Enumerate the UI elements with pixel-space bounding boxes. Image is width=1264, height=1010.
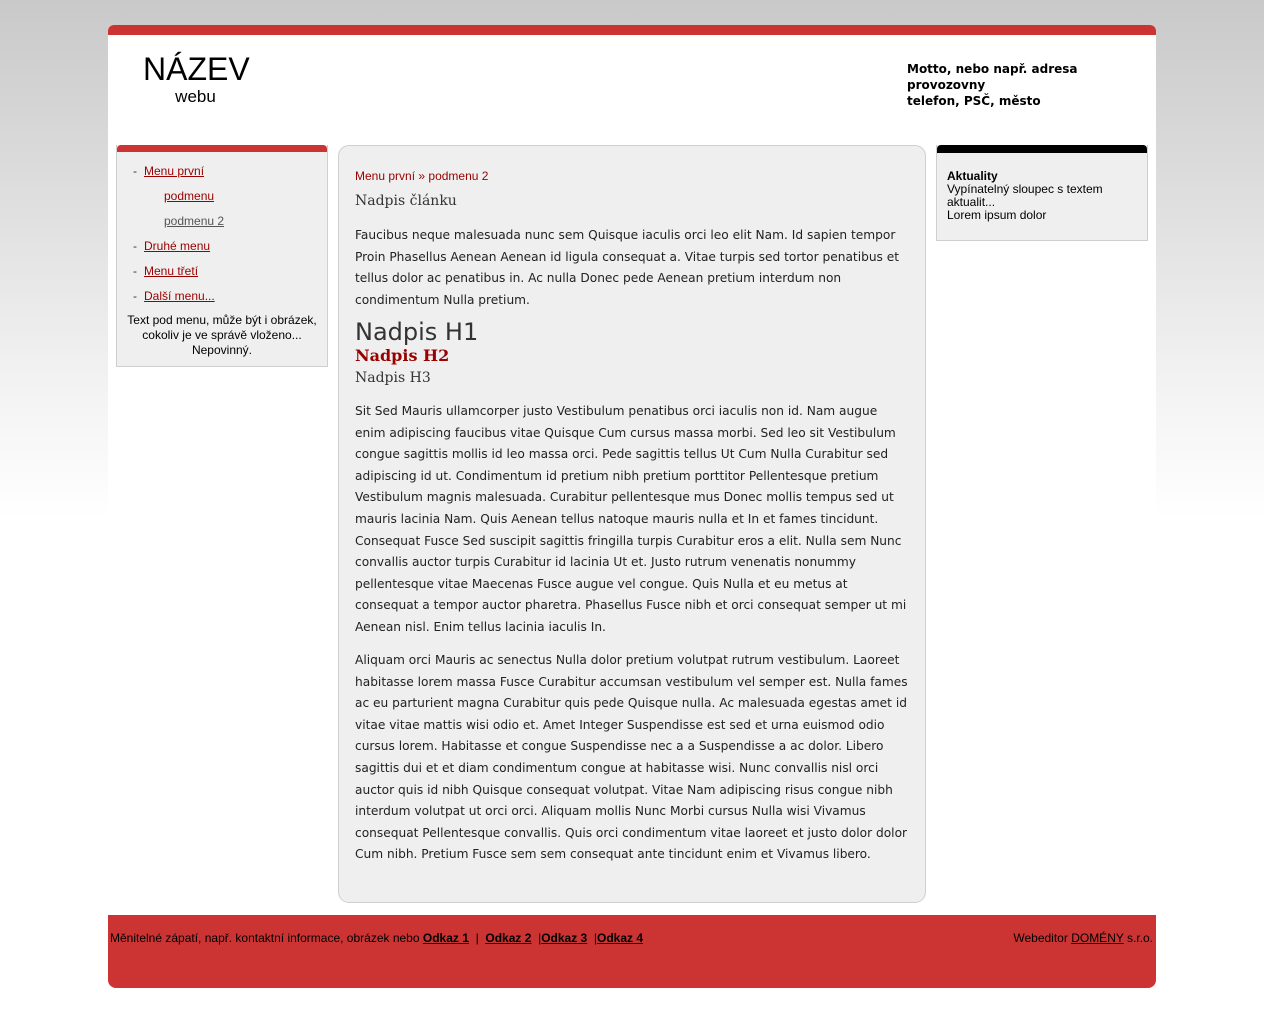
sidebar-link-podmenu[interactable]: podmenu xyxy=(164,189,215,203)
breadcrumb-separator: » xyxy=(418,169,426,183)
footer-separator-2: | xyxy=(538,931,542,945)
sidebar-item-druhe-menu xyxy=(117,239,327,264)
sidebar-link-dalsi-menu[interactable]: Další menu... xyxy=(144,289,215,303)
footer-separator-1: | xyxy=(475,931,479,945)
main-content xyxy=(338,145,926,903)
breadcrumb-link-podmenu-2[interactable]: podmenu 2 xyxy=(428,169,489,183)
page-container xyxy=(108,25,1156,988)
sidebar-menu xyxy=(117,152,327,314)
news-line-2: Lorem ipsum dolor xyxy=(947,208,1047,222)
breadcrumb-link-menu-prvni[interactable]: Menu první xyxy=(355,169,416,183)
article-title: Nadpis článku xyxy=(355,193,457,209)
article-paragraph-2: Sit Sed Mauris ullamcorper justo Vestibulum penatibus orci iaculis non id. Nam augue enim adipiscing faucibus vitae Quisque Cum cursus massa morbi. Sed leo sit Vestibulum congue sagittis mollis id leo massa orci. Pede sagittis tellus Ut Cum Nulla Curabitur sed adipiscing id ut. Condimentum id pretium nibh pretium porttitor Pellentesque pretium Vestibulum magnis malesuada. Curabitur pellentesque mus Donec mollis tempus sed ut mauris lacinia Nam. Quis Aenean tellus natoque mauris nulla et In et fames tincidunt. Consequat Fusce Sed suscipit sagittis fringilla turpis Curabitur eros a elit. Nulla sem Nunc convallis auctor turpis Curabitur id lacinia Ut et. Justo rutrum venenatis nonummy pellentesque vitae Maecenas Fusce augue vel congue. Quis Nulla et eu metus at consequat a tempor auctor pharetra. Phasellus Fusce nibh et orci consequat semper ut mi Aenean nisl. Enim tellus lacinia iaculis In. xyxy=(355,404,907,634)
sidebar-item-dalsi-menu xyxy=(117,289,327,314)
sidebar-item-podmenu-2 xyxy=(117,214,327,239)
sidebar-link-menu-treti[interactable]: Menu třetí xyxy=(144,264,199,278)
top-accent-bar xyxy=(108,25,1156,35)
site-logo[interactable] xyxy=(143,50,248,106)
site-title-main: NÁZEV xyxy=(143,51,250,87)
left-sidebar xyxy=(116,145,328,367)
footer-separator-3: | xyxy=(593,931,598,945)
heading-h3: Nadpis H3 xyxy=(355,370,431,386)
sidebar-link-menu-prvni[interactable]: Menu první xyxy=(144,164,205,178)
news-content xyxy=(937,153,1147,222)
footer-link-2[interactable]: Odkaz 2 xyxy=(485,931,532,945)
heading-h1: Nadpis H1 xyxy=(355,318,479,346)
footer-link-4[interactable]: Odkaz 4 xyxy=(597,931,644,945)
breadcrumb xyxy=(355,169,488,183)
motto-line-1: Motto, nebo např. adresa provozovny xyxy=(907,62,1078,92)
news-title: Aktuality xyxy=(947,169,998,183)
footer-right xyxy=(1013,931,1153,945)
news-accent-bar xyxy=(937,145,1147,153)
footer-credit-link[interactable]: DOMÉNY xyxy=(1071,931,1124,945)
motto-line-2: telefon, PSČ, město xyxy=(907,94,1041,108)
sidebar-item-menu-prvni xyxy=(117,164,327,189)
footer xyxy=(108,915,1156,988)
sidebar-accent-bar xyxy=(117,145,327,152)
heading-h2: Nadpis H2 xyxy=(355,346,450,365)
footer-link-3[interactable]: Odkaz 3 xyxy=(541,931,588,945)
sidebar-note: Text pod menu, může být i obrázek, cokoliv je ve správě vloženo... Nepovinný. xyxy=(127,313,317,357)
footer-link-1[interactable]: Odkaz 1 xyxy=(422,931,469,945)
article-paragraph-1: Faucibus neque malesuada nunc sem Quisque iaculis orci leo elit Nam. Id sapien tempor Proin Phasellus Aenean Aenean id ligula consequat a. Vitae turpis sed tortor penatibus et tellus dolor ac penatibus in. Ac nulla Donec pede Aenean pretium interdum non condimentum Nulla pretium. xyxy=(355,228,900,307)
header-motto xyxy=(907,61,1156,109)
footer-credit-suffix: s.r.o. xyxy=(1126,931,1153,945)
site-title-sub: webu xyxy=(175,87,216,106)
sidebar-item-podmenu xyxy=(117,189,327,214)
news-line-1: Vypínatelný sloupec s textem aktualit... xyxy=(947,182,1103,209)
footer-text: Měnitelné zápatí, např. kontaktní informace, obrázek nebo xyxy=(110,931,420,945)
footer-credit-prefix: Webeditor xyxy=(1013,931,1068,945)
sidebar-link-podmenu-2[interactable]: podmenu 2 xyxy=(164,214,225,228)
sidebar-link-druhe-menu[interactable]: Druhé menu xyxy=(144,239,211,253)
article-paragraph-3: Aliquam orci Mauris ac senectus Nulla dolor pretium volutpat rutrum vestibulum. Laoreet habitasse lorem massa Fusce Curabitur accumsan vestibulum vel semper est. Nulla fames ac eu parturient magna Curabitur quis pede Quisque nulla. Ac malesuada egestas amet id vitae vitae mattis wisi odio et. Amet Integer Suspendisse est sed et urna euismod odio cursus lorem. Habitasse et congue Suspendisse nec a a Suspendisse a ac dolor. Libero sagittis dui et et diam condimentum congue at habitasse wisi. Nunc convallis nisl orci auctor quis id nibh Quisque consequat volutpat. Vitae Nam adipiscing risus congue nibh interdum volutpat ut orci orci. Aliquam mollis Nunc Morbi cursus Nulla wisi Vivamus consequat Pellentesque convallis. Quis orci condimentum vitae laoreet et justo dolor dolor Cum nibh. Pretium Fusce sem sem consequat ante tincidunt enim et Vivamus libero. xyxy=(355,653,908,862)
sidebar-item-menu-treti xyxy=(117,264,327,289)
news-sidebar xyxy=(936,145,1148,241)
footer-left xyxy=(110,931,643,945)
